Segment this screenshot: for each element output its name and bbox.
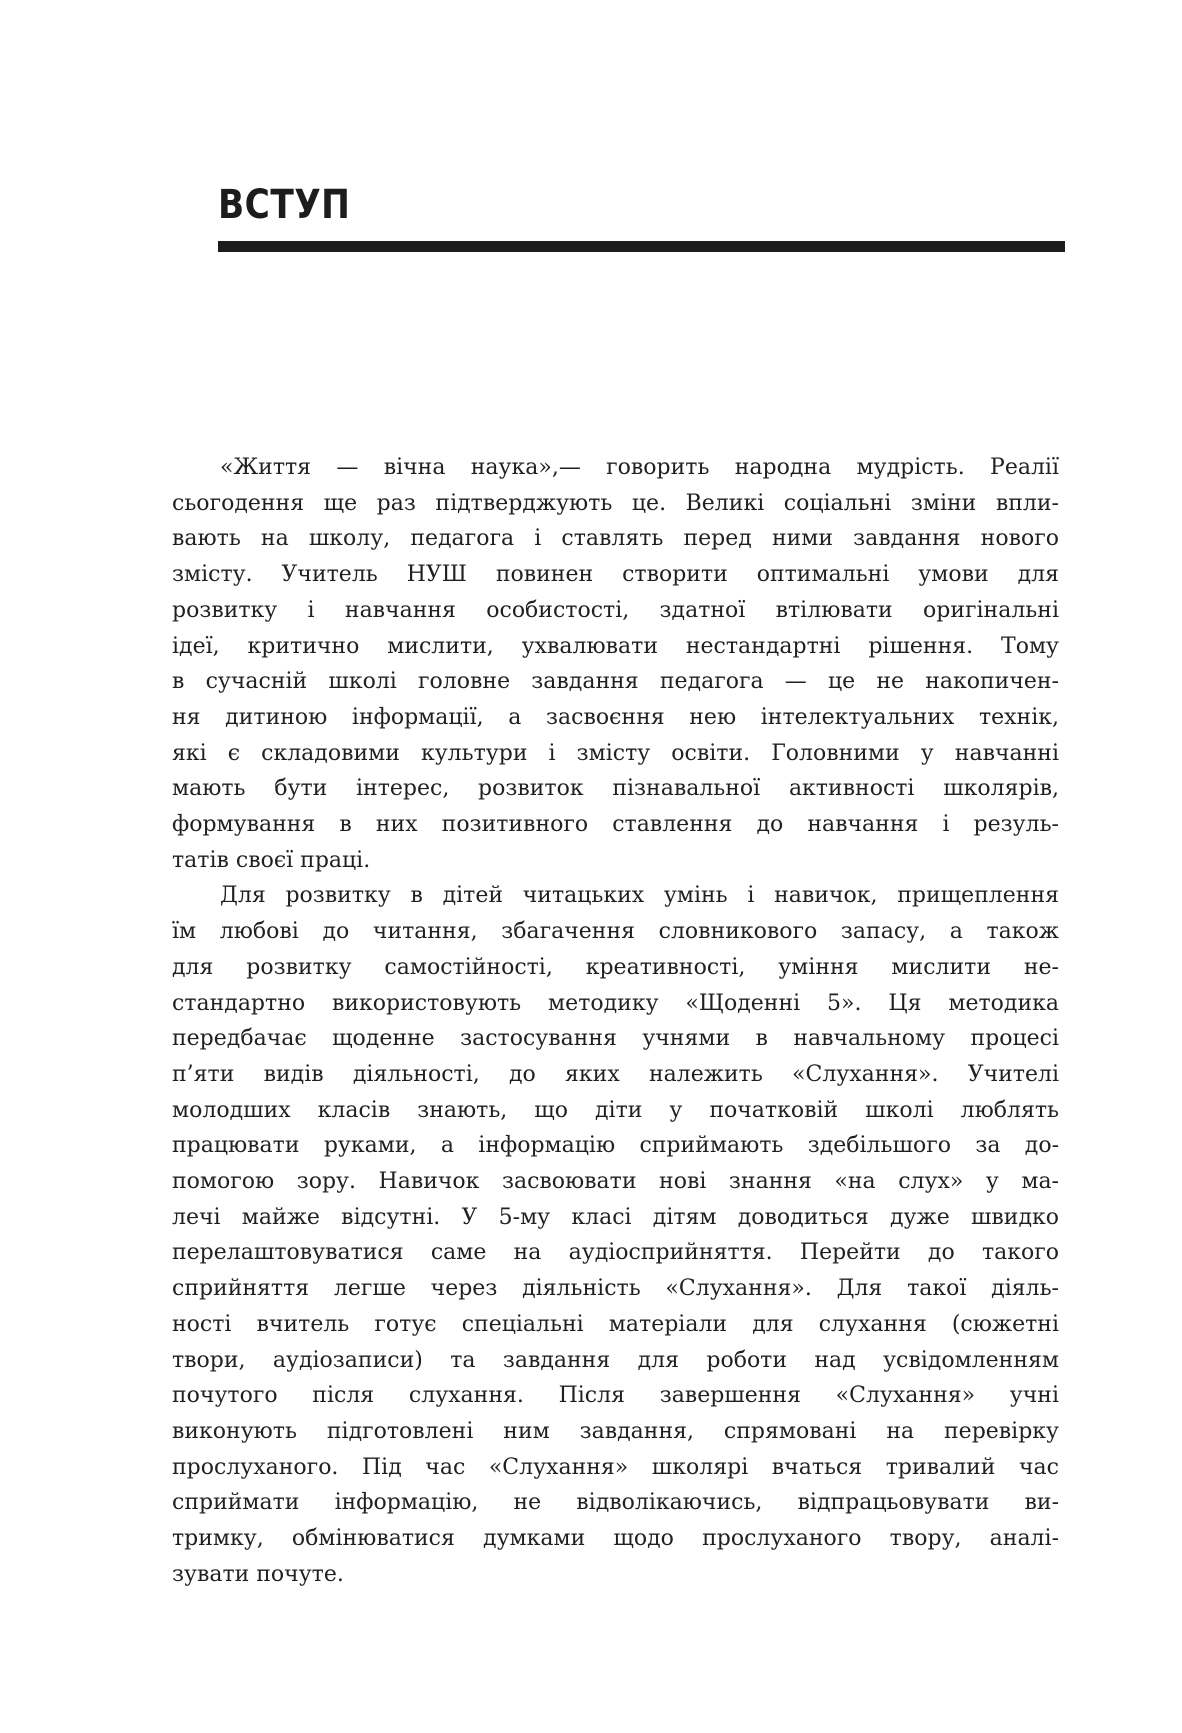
text-line: виконують підготовлені ним завдання, спрямовані на перевірку [172,1418,1059,1444]
text-line: змісту. Учитель НУШ повинен створити оптимальні умови для [172,562,1059,588]
text-line: для розвитку самостійності, креативності, уміння мислити не- [172,954,1059,980]
text-line: п’яти видів діяльності, до яких належить «Слухання». Учителі [172,1061,1059,1087]
text-line: стандартно використовують методику «Щоденні 5». Ця методика [172,990,1059,1016]
text-line: Для розвитку в дітей читацьких умінь і навичок, прищеплення [220,883,1059,909]
body-text [172,450,1059,1593]
text-line: твори, аудіозаписи) та завдання для роботи над усвідомленням [172,1347,1060,1373]
text-line: сприймати інформацію, не відволікаючись, відпрацьовувати ви- [172,1490,1059,1516]
text-line: працювати руками, а інформацію сприймають здебільшого за до- [172,1133,1059,1159]
text-line: вають на школу, педагога і ставлять перед ними завдання нового [172,526,1059,552]
text-line: ня дитиною інформації, а засвоєння нею інтелектуальних технік, [172,704,1059,730]
text-line: ності вчитель готує спеціальні матеріали для слухання (сюжетні [172,1311,1059,1337]
text-line: «Життя — вічна наука»,— говорить народна мудрість. Реалії [220,455,1059,480]
text-line: їм любові до читання, збагачення словникового запасу, а також [172,919,1059,945]
chapter-title: ВСТУП [218,182,351,228]
text-line: передбачає щоденне застосування учнями в навчальному процесі [172,1026,1059,1052]
text-line: молодших класів знають, що діти у початковій школі люблять [172,1097,1059,1123]
text-line: мають бути інтерес, розвиток пізнавальної активності школярів, [172,776,1060,802]
paragraph-1 [172,450,1059,878]
text-line: які є складовими культури і змісту освіти. Головними у навчанні [172,740,1059,766]
text-line: ідеї, критично мислити, ухвалювати нестандартні рішення. Тому [172,633,1059,659]
text-line: тримку, обмінюватися думками щодо прослуханого твору, аналі- [172,1526,1060,1552]
text-line: зувати почуте. [172,1561,344,1587]
text-line: перелаштовуватися саме на аудіосприйняття. Перейти до такого [172,1240,1059,1266]
text-line: сьогодення ще раз підтверджують це. Великі соціальні зміни впли- [172,490,1059,516]
paragraph-2 [172,878,1059,1592]
text-line: лечі майже відсутні. У 5-му класі дітям доводиться дуже швидко [172,1204,1059,1230]
chapter-heading [218,178,1065,252]
text-line: розвитку і навчання особистості, здатної втілювати оригінальні [172,597,1059,623]
text-line: сприйняття легше через діяльність «Слухання». Для такої діяль- [172,1276,1059,1302]
text-line: помогою зору. Навичок засвоювати нові знання «на слух» у ма- [172,1169,1059,1195]
text-line: в сучасній школі головне завдання педагога — це не накопичен- [172,669,1059,695]
heading-underline-rule [218,241,1065,252]
text-line: татів своєї праці. [172,847,371,873]
text-line: формування в них позитивного ставлення до навчання і резуль- [172,812,1059,838]
text-line: прослуханого. Під час «Слухання» школярі вчаться тривалий час [172,1454,1059,1480]
text-line: почутого після слухання. Після завершення «Слухання» учні [172,1383,1059,1409]
